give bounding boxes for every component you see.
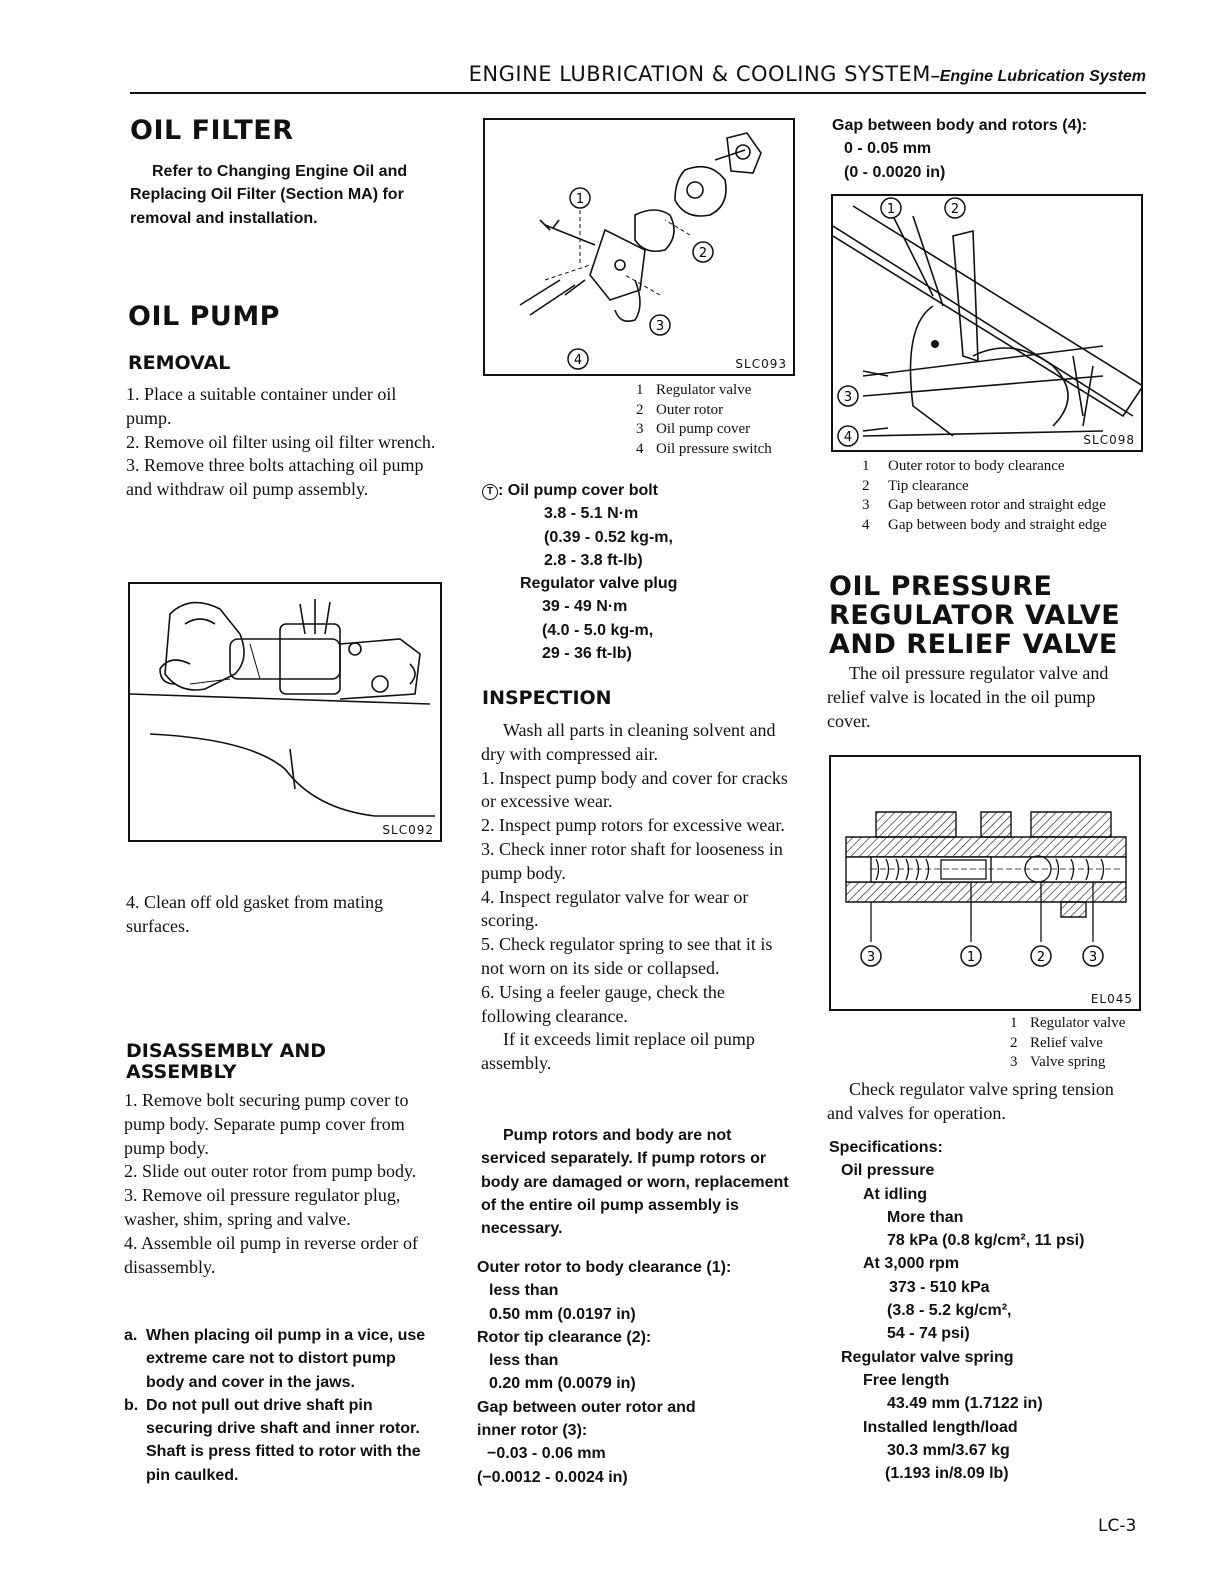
legend-item: 3 Valve spring (1010, 1054, 1106, 1071)
callout-3: 3 (655, 319, 665, 334)
check-text: Check regulator valve spring tension and valves for operation. (827, 1079, 1114, 1123)
figure-id-slc093: SLC093 (735, 357, 787, 371)
note-a-text: When placing oil pump in a vice, use extreme care not to distort pump body and cover in the jaws. (146, 1327, 426, 1391)
note-b-text: Do not pull out drive shaft pin securing drive shaft and inner rotor. Shaft is press fitted to rotor with the pin caulked. (146, 1396, 421, 1484)
clearance-value: (−0.0012 - 0.0024 in) (477, 1468, 628, 1486)
spec-more-than: More than (887, 1208, 964, 1226)
inspection-step: 5. Check regulator spring to see that it is not worn on its side or collapsed. (481, 934, 773, 978)
spec-installed-value: 30.3 mm/3.67 kg (887, 1441, 1010, 1459)
legend-item: 4 Gap between body and straight edge (862, 516, 1107, 533)
specifications (829, 1136, 1139, 1485)
callout-1: 1 (966, 950, 976, 965)
cover-bolt-line (482, 479, 792, 502)
cover-bolt-label: : Oil pump cover bolt (498, 482, 659, 499)
relief-heading-line: AND RELIEF VALVE (829, 629, 1118, 660)
spec-at-3000: At 3,000 rpm (863, 1255, 960, 1273)
legend-item: 1 Regulator valve (636, 382, 752, 398)
removal-step-1: 1. Place a suitable container under oil pump. (126, 384, 397, 428)
figure-slc098 (831, 194, 1143, 452)
legend-slc093 (636, 381, 796, 459)
inspection-warning: Pump rotors and body are not serviced separately. If pump rotors or body are damaged or worn, replacement of the entire oil pump assembly is necessary. (481, 1127, 789, 1238)
cover-bolt-value: 3.8 - 5.1 N·m (544, 505, 639, 523)
clearance-label: Rotor tip clearance (2): (477, 1328, 652, 1346)
callout-4: 4 (573, 353, 583, 368)
inspection-intro: Wash all parts in cleaning solvent and dry with compressed air. (481, 720, 776, 764)
note-b-key: b. (124, 1396, 139, 1414)
inspection-step: 3. Check inner rotor shaft for looseness in pump body. (481, 838, 783, 883)
legend-el045 (1010, 1014, 1150, 1073)
removal-heading: REMOVAL (128, 352, 231, 374)
legend-item: 3 Gap between rotor and straight edge (862, 497, 1106, 514)
legend-item: 1 Regulator valve (1010, 1015, 1126, 1031)
gap-body-label: Gap between body and rotors (4): (832, 117, 1088, 134)
figure-slc093 (483, 118, 795, 376)
header-separator: – (930, 68, 940, 85)
relief-heading (829, 572, 1120, 659)
disassembly-step-2: 2. Slide out outer rotor from pump body. (124, 1161, 417, 1182)
page-header (130, 62, 1146, 94)
header-title: ENGINE LUBRICATION & COOLING SYSTEM (468, 62, 931, 86)
plug-value: 39 - 49 N·m (542, 598, 628, 616)
inspection-step: 4. Inspect regulator valve for wear or scoring. (481, 886, 749, 931)
spec-rpm-value: 373 - 510 kPa (889, 1278, 990, 1296)
callout-1: 1 (886, 202, 896, 217)
figure-id-el045: EL045 (1090, 992, 1133, 1006)
clearance-label: Outer rotor to body clearance (1): (477, 1259, 732, 1276)
clearance-value: 0.20 mm (0.0079 in) (489, 1375, 636, 1393)
callout-2: 2 (1036, 950, 1046, 965)
note-b (124, 1394, 436, 1487)
spec-free-length-value: 43.49 mm (1.7122 in) (887, 1395, 1043, 1413)
note-a-key: a. (124, 1327, 138, 1344)
cover-bolt-value: 2.8 - 3.8 ft-lb) (544, 551, 643, 569)
header-subtitle: Engine Lubrication System (939, 68, 1146, 85)
legend-item: 2 Tip clearance (862, 477, 969, 494)
oil-filter-heading: OIL FILTER (130, 115, 294, 146)
legend-item: 3 Oil pump cover (636, 421, 751, 438)
clearance-value: less than (489, 1352, 559, 1370)
regulator-relief-valve-illustration (831, 757, 1139, 1009)
disassembly-step-4: 4. Assemble oil pump in reverse order of disassembly. (124, 1232, 418, 1277)
inspection-limit: If it exceeds limit replace oil pump assembly. (481, 1029, 755, 1074)
spec-idle-value: 78 kPa (0.8 kg/cm², 11 psi) (887, 1232, 1085, 1250)
relief-heading-line: OIL PRESSURE (829, 571, 1053, 602)
inspection-step: 1. Inspect pump body and cover for cracks or excessive wear. (481, 767, 788, 812)
oil-pump-heading: OIL PUMP (128, 301, 280, 332)
spec-spring: Regulator valve spring (841, 1348, 1014, 1366)
note-a (124, 1324, 436, 1394)
inspection-body (481, 719, 791, 1076)
torque-specs (482, 479, 792, 665)
callout-4: 4 (843, 430, 853, 445)
clearance-value: −0.03 - 0.06 mm (487, 1445, 606, 1463)
removal-step-4: 4. Clean off old gasket from mating surfaces. (126, 892, 384, 936)
figure-el045 (829, 755, 1141, 1011)
figure-id-slc092: SLC092 (382, 823, 434, 837)
spec-rpm-value: (3.8 - 5.2 kg/cm², (887, 1302, 1012, 1320)
disassembly-step-1: 1. Remove bolt securing pump cover to pump body. Separate pump cover from pump body. (124, 1090, 409, 1158)
oil-pump-exploded-illustration (485, 120, 793, 374)
relief-heading-line: REGULATOR VALVE (829, 600, 1121, 631)
gap-body-value: (0 - 0.0020 in) (844, 163, 946, 181)
disassembly-notes (124, 1324, 436, 1487)
disassembly-step-3: 3. Remove oil pressure regulator plug, washer, shim, spring and valve. (124, 1185, 401, 1229)
callout-1: 1 (575, 192, 585, 207)
clearance-value: less than (489, 1282, 559, 1300)
cover-bolt-value: (0.39 - 0.52 kg-m, (544, 528, 673, 546)
plug-value: (4.0 - 5.0 kg-m, (542, 621, 654, 639)
removal-step-2: 2. Remove oil filter using oil filter wrench. (126, 431, 436, 452)
clearance-check-illustration (833, 196, 1141, 450)
clearance-value: 0.50 mm (0.0197 in) (489, 1305, 636, 1323)
removal-steps (126, 383, 438, 502)
figure-slc092 (128, 582, 442, 842)
relief-text: The oil pressure regulator valve and relief valve is located in the oil pump cover. (827, 663, 1109, 731)
inspection-step: 6. Using a feeler gauge, check the following clearance. (481, 981, 725, 1026)
inspection-step: 2. Inspect pump rotors for excessive wear. (481, 815, 785, 836)
callout-2: 2 (698, 246, 708, 261)
gap-body-spec (832, 114, 1142, 184)
disassembly-heading: DISASSEMBLY AND ASSEMBLY (126, 1040, 327, 1083)
oil-pump-removal-illustration (130, 584, 440, 840)
disassembly-steps (124, 1089, 436, 1279)
legend-slc098 (862, 457, 1152, 535)
callout-2: 2 (950, 202, 960, 217)
spec-installed: Installed length/load (863, 1418, 1018, 1436)
clearance-label: inner rotor (3): (477, 1422, 588, 1440)
removal-step-3: 3. Remove three bolts attaching oil pump and withdraw oil pump assembly. (126, 455, 424, 500)
spec-oil-pressure: Oil pressure (841, 1162, 935, 1180)
callout-3: 3 (1088, 950, 1098, 965)
plug-value: 29 - 36 ft-lb) (542, 645, 632, 663)
callout-3: 3 (866, 950, 876, 965)
oil-filter-text: Refer to Changing Engine Oil and Replacing Oil Filter (Section MA) for removal and installation. (130, 163, 408, 227)
spec-free-length: Free length (863, 1371, 950, 1389)
legend-item: 1 Outer rotor to body clearance (862, 458, 1065, 474)
clearance-specs (477, 1256, 797, 1489)
torque-icon: T (482, 484, 498, 500)
gap-body-value: 0 - 0.05 mm (844, 140, 932, 158)
spec-rpm-value: 54 - 74 psi) (887, 1325, 970, 1343)
legend-item: 2 Relief valve (1010, 1034, 1103, 1051)
clearance-label: Gap between outer rotor and (477, 1398, 696, 1416)
callout-3: 3 (843, 390, 853, 405)
spec-at-idling: At idling (863, 1185, 927, 1203)
spec-installed-value: (1.193 in/8.09 lb) (885, 1465, 1009, 1483)
legend-item: 2 Outer rotor (636, 401, 724, 418)
figure-id-slc098: SLC098 (1083, 433, 1135, 447)
plug-label: Regulator valve plug (520, 575, 678, 593)
spec-heading: Specifications: (829, 1139, 943, 1156)
legend-item: 4 Oil pressure switch (636, 440, 772, 457)
inspection-heading: INSPECTION (482, 687, 612, 709)
page-number: LC-3 (1098, 1516, 1137, 1536)
